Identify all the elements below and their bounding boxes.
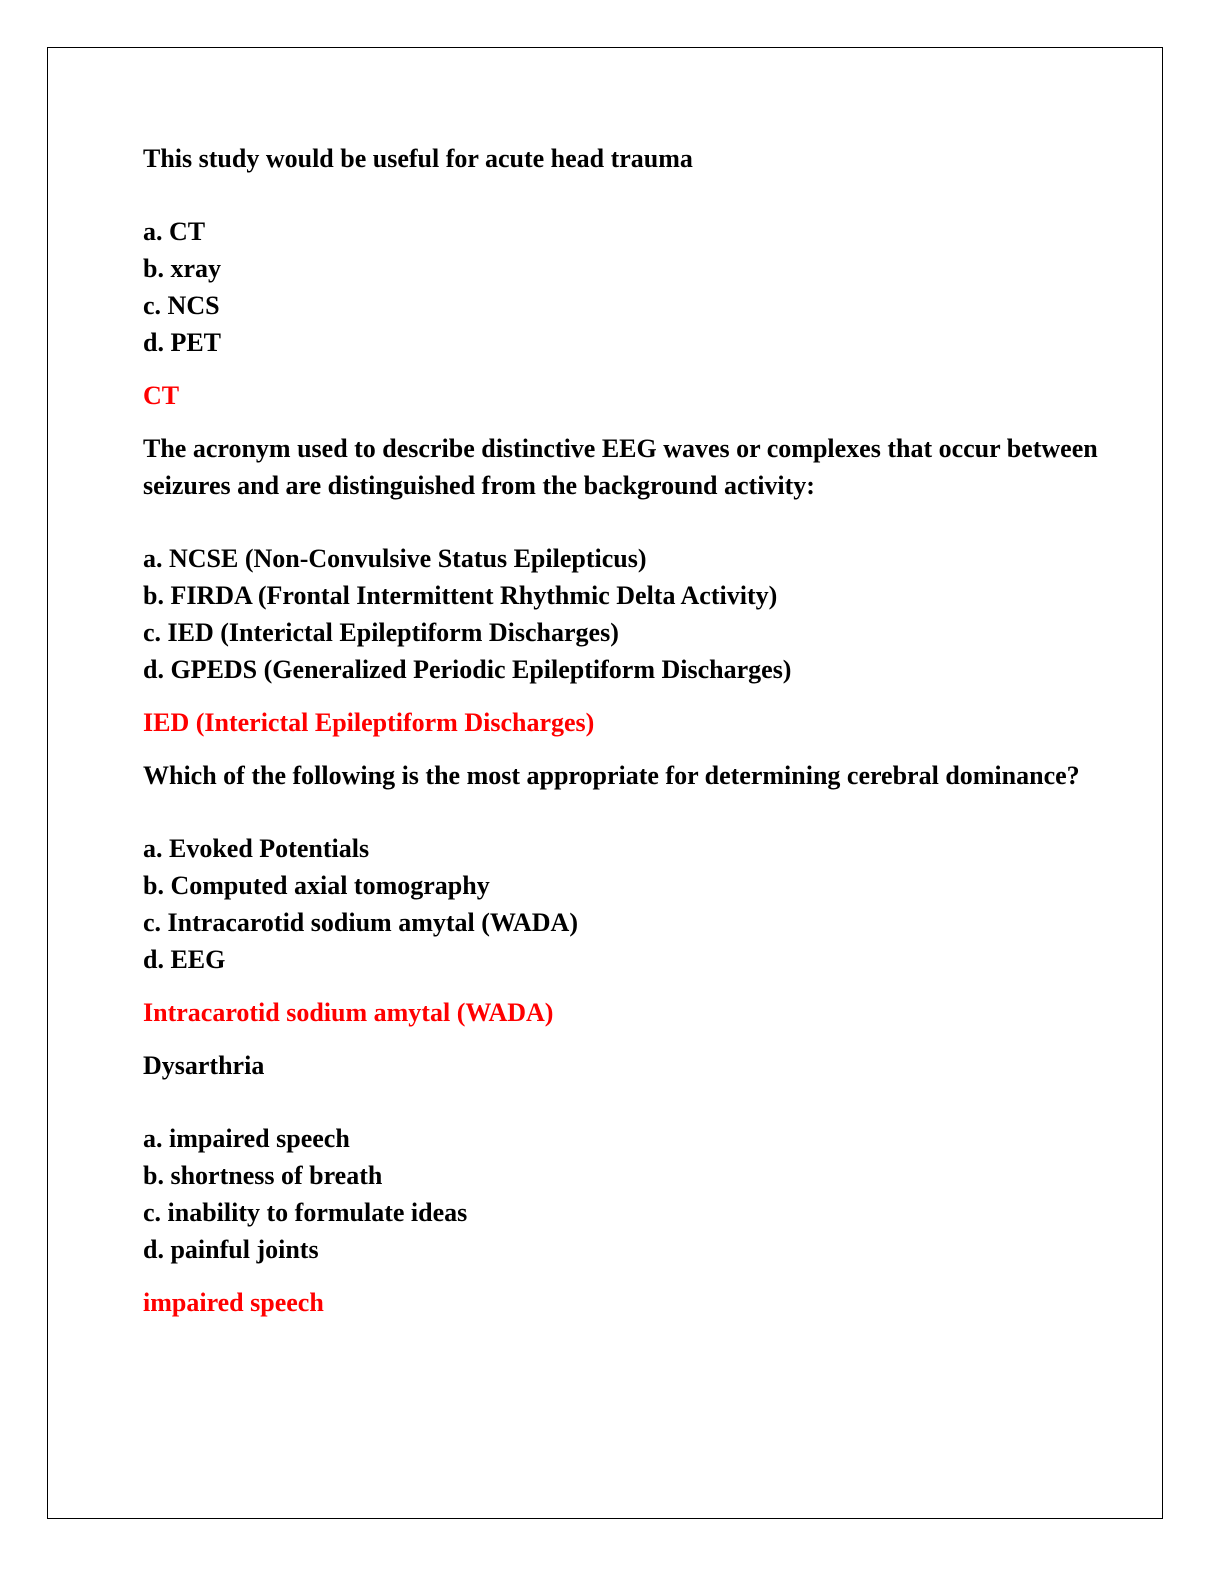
option-item: a. NCSE (Non-Convulsive Status Epilepticus) [143,544,647,573]
question-block-1 [143,140,1103,414]
option-item: c. IED (Interictal Epileptiform Discharges) [143,618,619,647]
option-item: d. GPEDS (Generalized Periodic Epileptiform Discharges) [143,655,792,684]
question-block-2 [143,430,1103,741]
option-item: b. shortness of breath [143,1161,383,1190]
question-block-3 [143,757,1103,1031]
question-prompt: The acronym used to describe distinctive EEG waves or complexes that occur between seizures and are distinguished from the background activity: [143,434,1098,500]
question-prompt: Dysarthria [143,1051,265,1080]
option-item: a. impaired speech [143,1124,350,1153]
option-list [143,540,1103,688]
question-prompt: This study would be useful for acute head trauma [143,144,693,173]
option-item: c. NCS [143,291,220,320]
option-item: d. painful joints [143,1235,319,1264]
option-item: a. CT [143,217,206,246]
option-list [143,1120,1103,1268]
option-item: d. PET [143,328,222,357]
answer-text: IED (Interictal Epileptiform Discharges) [143,708,595,737]
option-item: b. Computed axial tomography [143,871,490,900]
option-list [143,830,1103,978]
question-prompt: Which of the following is the most appropriate for determining cerebral dominance? [143,761,1080,790]
option-item: c. Intracarotid sodium amytal (WADA) [143,908,578,937]
option-list [143,213,1103,361]
option-item: b. xray [143,254,221,283]
answer-text: impaired speech [143,1288,324,1317]
option-item: d. EEG [143,945,226,974]
question-block-4 [143,1047,1103,1321]
answer-text: Intracarotid sodium amytal (WADA) [143,998,554,1027]
answer-text: CT [143,381,180,410]
option-item: a. Evoked Potentials [143,834,370,863]
option-item: c. inability to formulate ideas [143,1198,468,1227]
option-item: b. FIRDA (Frontal Intermittent Rhythmic Delta Activity) [143,581,778,610]
document-body [143,140,1103,1337]
